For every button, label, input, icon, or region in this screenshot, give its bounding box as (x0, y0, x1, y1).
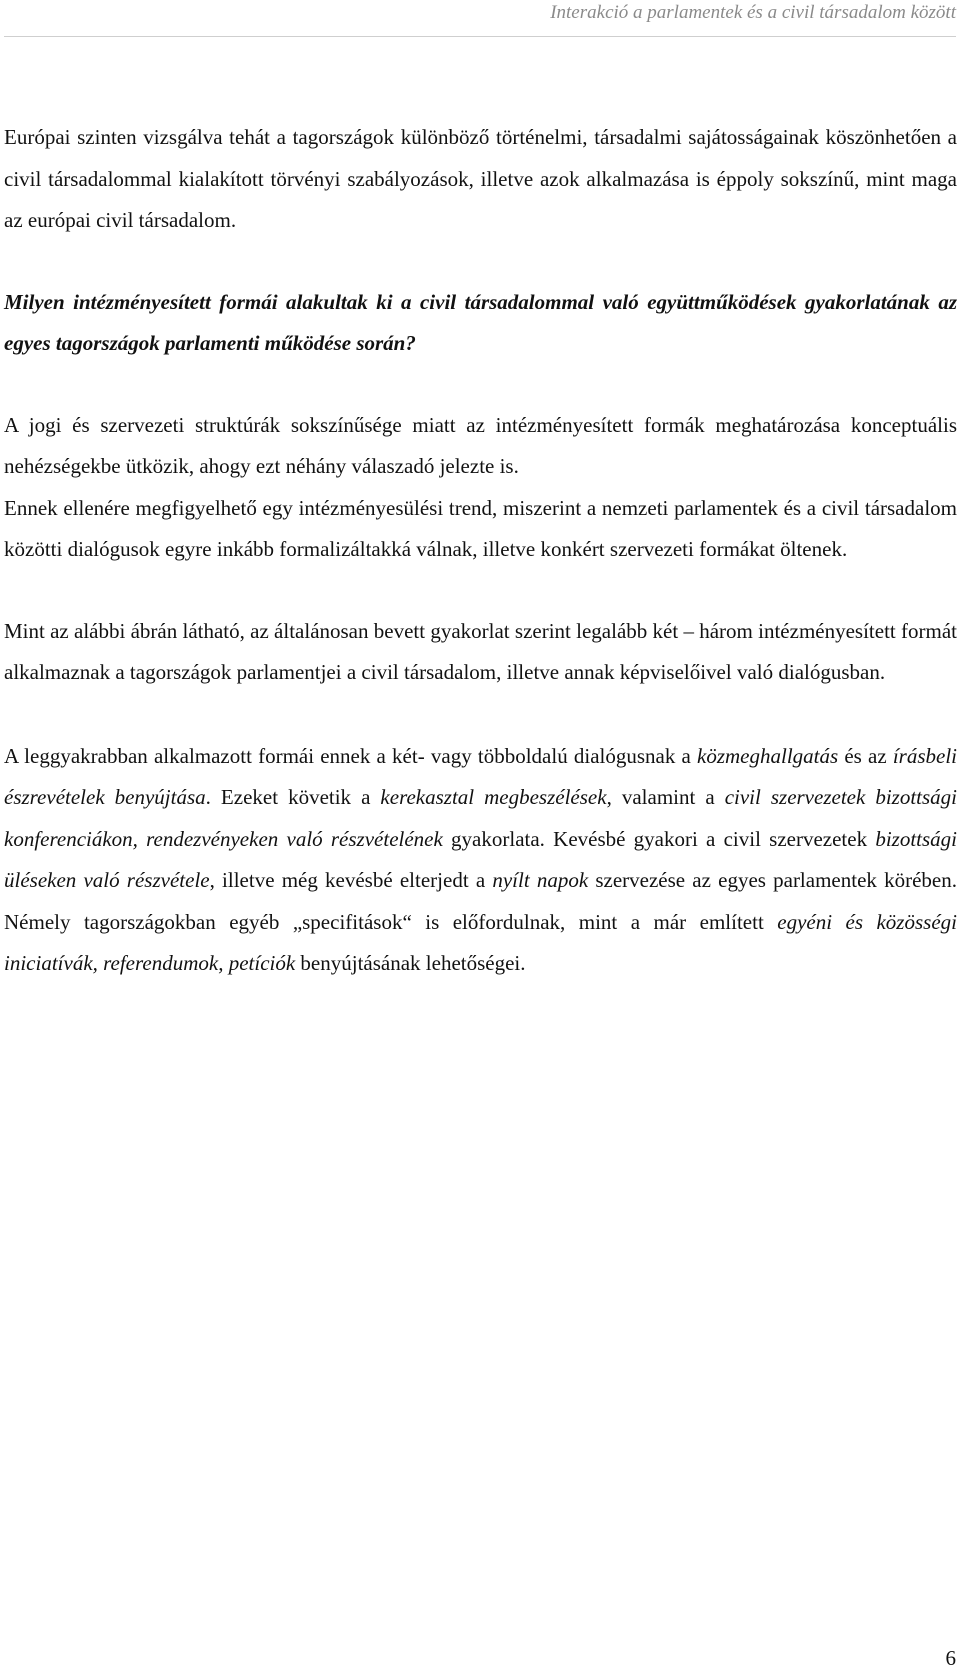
document-body (4, 117, 957, 985)
emphasis-written-comments: írásbeli észrevételek benyújtása (4, 743, 957, 809)
emphasis-roundtable: kerekasztal megbeszélések (380, 785, 607, 809)
paragraph-dialogue-forms (4, 736, 957, 985)
paragraph-figure-reference: Mint az alábbi ábrán látható, az általánosan bevett gyakorlat szerint legalább két – három intézményesített formát alkalmaznak a tagországok parlamentjei a civil társadalom, illetve annak képviselőivel való dialógusban. (4, 618, 957, 684)
emphasis-committee-participation: bizottsági üléseken való részvétele (4, 826, 957, 892)
emphasis-initiatives: egyéni és közösségi iniciatívák, referendumok, petíciók (4, 909, 957, 975)
paragraph-structural-diversity: A jogi és szervezeti struktúrák sokszínűsége miatt az intézményesített formák meghatározása konceptuális nehézségekbe ütközik, ahogy ezt néhány válaszadó jelezte is. (4, 412, 957, 478)
text-run: gyakorlata. Kevésbé gyakori a civil szervezetek (442, 826, 876, 851)
paragraph-institutionalization-trend: Ennek ellenére megfigyelhető egy intézményesülési trend, miszerint a nemzeti parlamentek és a civil társadalom közötti dialógusok egyre inkább formalizáltakká válnak, illetve konkért szervezeti formákat öltenek. (4, 495, 957, 561)
text-run: szervezése az egyes parlamentek körében. Némely tagországokban egyéb „specifitások“ is előfordulnak, mint a már említett (4, 868, 957, 934)
emphasis-open-days: nyílt napok (492, 868, 589, 892)
text-run: , illetve még kevésbé elterjedt a (209, 868, 493, 892)
page-number: 6 (945, 1646, 956, 1670)
text-run: A leggyakrabban alkalmazott formái ennek a két- vagy többoldalú dialógusnak a (4, 743, 698, 768)
text-run: . Ezeket követik a (205, 785, 381, 809)
running-header: Interakció a parlamentek és a civil társadalom között (550, 2, 956, 23)
section-question: Milyen intézményesített formái alakultak ki a civil társadalommal való együttműködések gyakorlatának az egyes tagországok parlamenti működése során? (4, 289, 957, 355)
paragraph-european-overview: Európai szinten vizsgálva tehát a tagországok különböző történelmi, társadalmi sajátosságainak köszönhetően a civil társadalommal kialakított törvényi szabályozások, illetve azok alkalmazása is éppoly sokszínű, mint maga az európai civil társadalom. (4, 125, 957, 232)
emphasis-conference-participation: civil szervezetek bizottsági konferenciákon, rendezvényeken való részvételének (4, 785, 957, 851)
text-run: , valamint a (606, 785, 725, 809)
header-divider (4, 36, 956, 37)
text-run: és az (838, 743, 893, 768)
emphasis-public-hearing: közmeghallgatás (697, 743, 839, 768)
text-run: benyújtásának lehetőségei. (295, 951, 526, 975)
